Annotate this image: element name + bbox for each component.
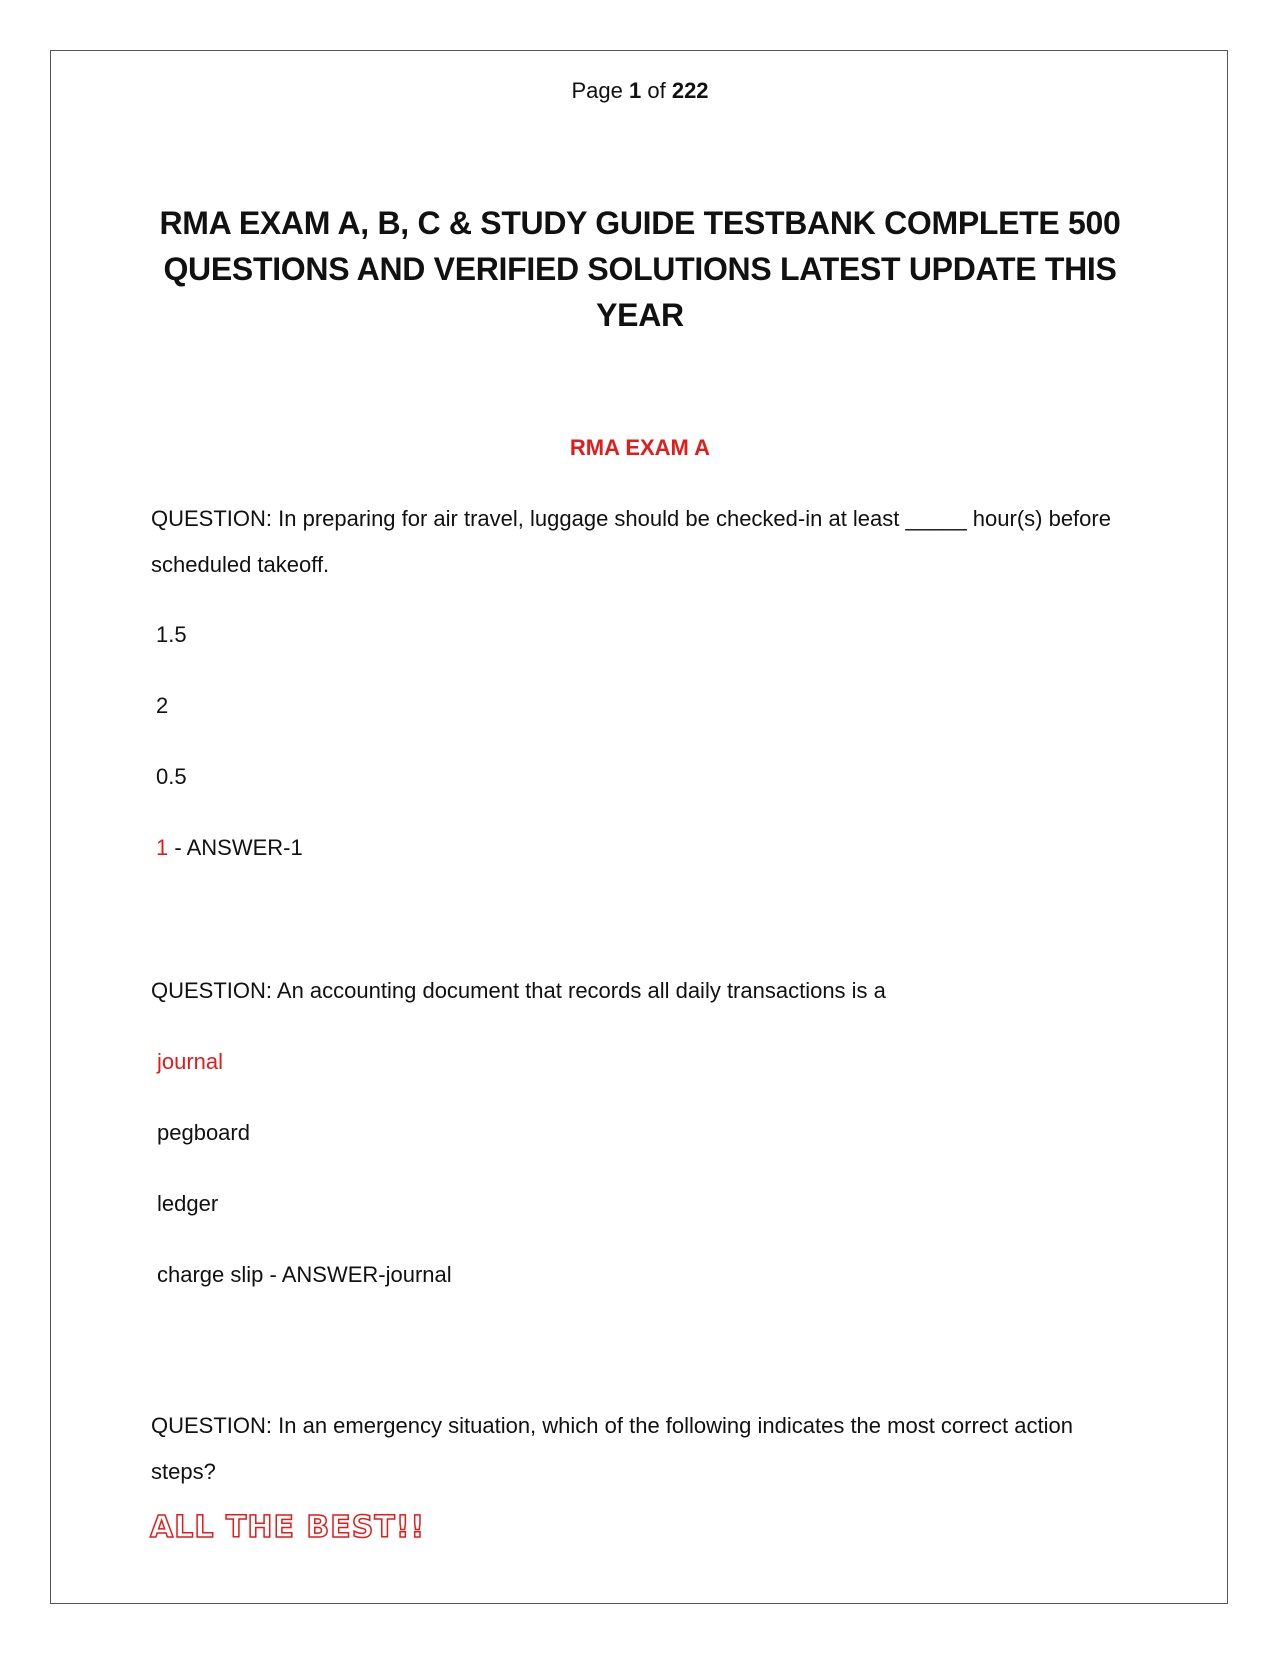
page-label: Page [571,78,623,103]
question-2-option-1: journal [157,1049,224,1074]
question-1-option-2: 2 [156,693,169,718]
page-current: 1 [628,78,642,103]
question-3-text: QUESTION: In an emergency situation, which of the following indicates the most correct action steps? [151,1413,1073,1484]
question-1-option-3: 0.5 [156,764,187,789]
document-title: RMA EXAM A, B, C & STUDY GUIDE TESTBANK COMPLETE 500 QUESTIONS AND VERIFIED SOLUTIONS LATEST UPDATE THIS YEAR [159,205,1121,333]
page-number [0,78,1280,104]
page-of: of [647,78,666,103]
question-1-answer-line [156,835,303,861]
page-total: 222 [671,78,709,103]
question-1-text: QUESTION: In preparing for air travel, luggage should be checked-in at least _____ hour(s) before scheduled takeoff. [151,506,1111,577]
question-2-option-3: ledger [157,1191,219,1216]
footer-banner: ALL THE BEST!! [150,1510,426,1545]
question-2-option-2: pegboard [157,1120,250,1145]
section-heading: RMA EXAM A [569,435,711,460]
question-2-text: QUESTION: An accounting document that records all daily transactions is a [151,978,886,1003]
question-1-option-1: 1.5 [156,622,187,647]
question-2-answer: - ANSWER-journal [263,1262,452,1287]
question-2-answer-line [157,1262,452,1288]
question-1-answer: - ANSWER-1 [168,835,303,860]
question-1-answer-option: 1 [156,835,169,860]
question-2-answer-option: charge slip [157,1262,264,1287]
